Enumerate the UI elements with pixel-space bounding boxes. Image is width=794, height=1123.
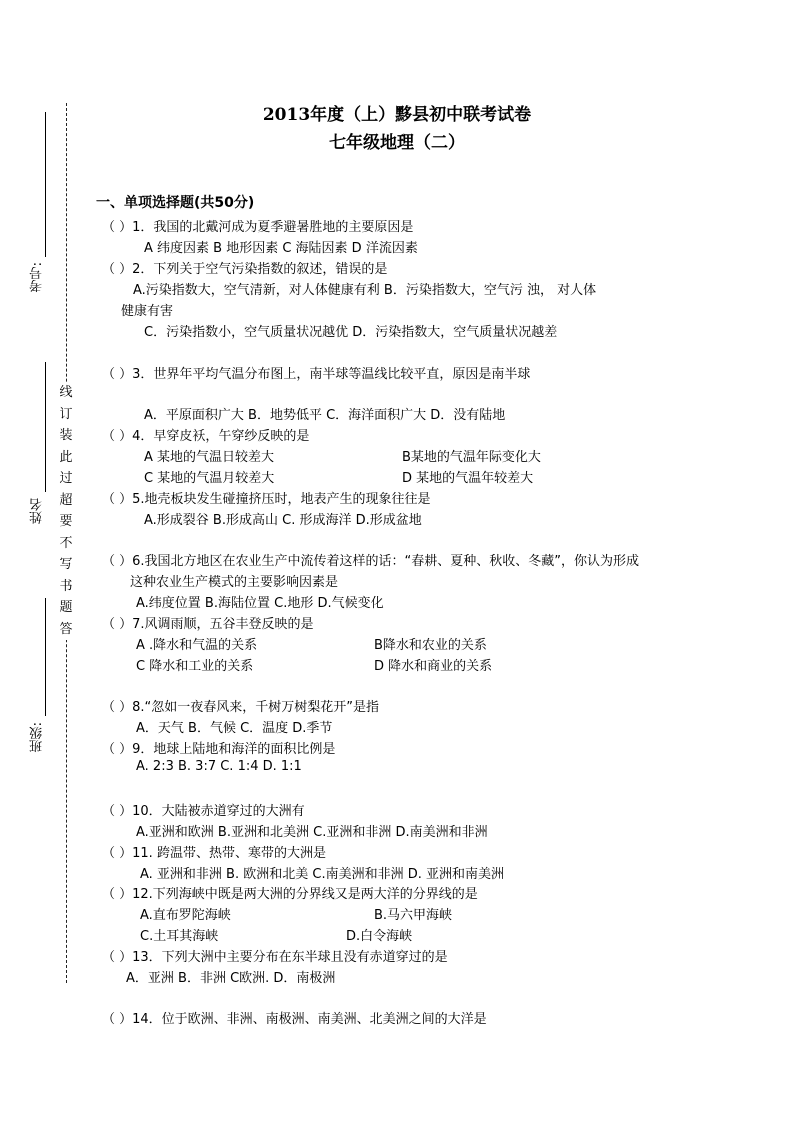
section-1-title: 一、单项选择题(共50分) bbox=[96, 195, 255, 211]
question-6-stem-cont: 这种农业生产模式的主要影响因素是 bbox=[130, 575, 339, 590]
question-8-stem: （ ）8.“忽如一夜春风来，千树万树梨花开”是指 bbox=[102, 700, 380, 715]
question-6-stem: （ ）6.我国北方地区在农业生产中流传着这样的话：“春耕、夏种、秋收、冬藏”，你认为形成 bbox=[102, 554, 640, 569]
question-7-option-c: C 降水和工业的关系 bbox=[136, 659, 254, 674]
question-12-stem: （ ）12.下列海峡中既是两大洲的分界线又是两大洋的分界线的是 bbox=[102, 887, 478, 902]
question-8-options: A．天气 B．气候 C．温度 D.季节 bbox=[136, 721, 333, 736]
question-5-stem: （ ）5.地壳板块发生碰撞挤压时，地表产生的现象往往是 bbox=[102, 492, 431, 507]
question-10-options: A.亚洲和欧洲 B.亚洲和北美洲 C.亚洲和非洲 D.南美洲和非洲 bbox=[136, 825, 488, 840]
question-12-option-c: C.土耳其海峡 bbox=[140, 929, 219, 944]
question-4-option-a: A 某地的气温日较差大 bbox=[144, 450, 275, 465]
question-10-stem: （ ）10．大陆被赤道穿过的大洲有 bbox=[102, 804, 305, 819]
question-7-stem: （ ）7.风调雨顺，五谷丰登反映的是 bbox=[102, 617, 314, 632]
question-7-option-a: A .降水和气温的关系 bbox=[136, 638, 258, 653]
question-11-options: A. 亚洲和非洲 B. 欧洲和北美 C.南美洲和非洲 D. 亚洲和南美洲 bbox=[140, 867, 504, 882]
question-14-stem: （ ）14．位于欧洲、非洲、南极洲、南美洲、北美洲之间的大洋是 bbox=[102, 1012, 487, 1027]
name-label: 姓名 bbox=[30, 498, 45, 524]
name-underline bbox=[45, 362, 46, 492]
question-13-options: A．亚洲 B．非洲 C欧洲. D．南极洲 bbox=[126, 971, 336, 986]
class-label: 班级: bbox=[30, 722, 45, 753]
question-9-options: A. 2:3 B. 3:7 C. 1:4 D. 1:1 bbox=[136, 759, 302, 774]
question-12-option-b: B.马六甲海峡 bbox=[374, 908, 453, 923]
exam-subtitle: 七年级地理（二） bbox=[329, 133, 465, 153]
class-underline bbox=[45, 598, 46, 716]
question-2-option-cd: C．污染指数小，空气质量状况越优 D．污染指数大，空气质量状况越差 bbox=[144, 325, 558, 340]
question-2-stem: （ ）2．下列关于空气污染指数的叙述，错误的是 bbox=[102, 262, 388, 277]
question-4-stem: （ ）4．早穿皮袄，午穿纱反映的是 bbox=[102, 429, 310, 444]
question-7-option-b: B降水和农业的关系 bbox=[374, 638, 487, 653]
binding-warning-text: 线 订 装 此 过 超 要 不 写 书 题 答 bbox=[58, 382, 74, 640]
question-3-options: A．平原面积广大 B．地势低平 C．海洋面积广大 D．没有陆地 bbox=[144, 408, 506, 423]
question-4-option-d: D 某地的气温年较差大 bbox=[402, 471, 534, 486]
question-1-options: A 纬度因素 B 地形因素 C 海陆因素 D 洋流因素 bbox=[144, 241, 418, 256]
question-2-option-ab: A.污染指数大，空气清新，对人体健康有利 B．污染指数大，空气污 浊， 对人体 bbox=[133, 283, 597, 298]
question-7-option-d: D 降水和商业的关系 bbox=[374, 659, 493, 674]
question-3-stem: （ ）3．世界年平均气温分布图上，南半球等温线比较平直，原因是南半球 bbox=[102, 367, 531, 382]
question-13-stem: （ ）13．下列大洲中主要分布在东半球且没有赤道穿过的是 bbox=[102, 950, 448, 965]
question-12-option-a: A.直布罗陀海峡 bbox=[140, 908, 231, 923]
question-4-option-c: C 某地的气温月较差大 bbox=[144, 471, 275, 486]
question-6-options: A.纬度位置 B.海陆位置 C.地形 D.气候变化 bbox=[136, 596, 384, 611]
exam-title: 2013年度（上）黟县初中联考试卷 bbox=[262, 105, 532, 125]
question-5-options: A.形成裂谷 B.形成高山 C. 形成海洋 D.形成盆地 bbox=[144, 513, 422, 528]
question-4-option-b: B某地的气温年际变化大 bbox=[402, 450, 541, 465]
question-2-option-b-cont: 健康有害 bbox=[121, 304, 174, 319]
exam-no-label: 考号: bbox=[30, 262, 45, 293]
question-11-stem: （ ）11. 跨温带、热带、寒带的大洲是 bbox=[102, 846, 326, 861]
question-1-stem: （ ）1．我国的北戴河成为夏季避暑胜地的主要原因是 bbox=[102, 220, 414, 235]
question-9-stem: （ ）9．地球上陆地和海洋的面积比例是 bbox=[102, 742, 336, 757]
question-12-option-d: D.白令海峡 bbox=[346, 929, 413, 944]
